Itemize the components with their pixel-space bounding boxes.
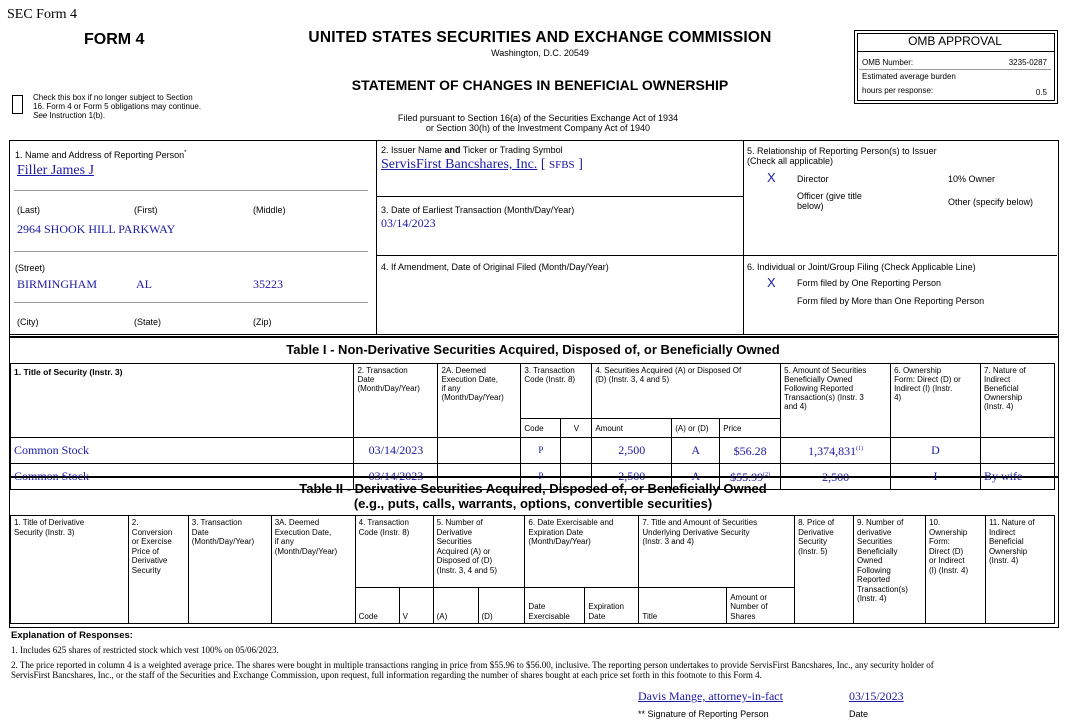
middle-label: (Middle) — [253, 205, 286, 215]
statement-title: STATEMENT OF CHANGES IN BENEFICIAL OWNERSHIP — [351, 77, 729, 93]
t1-row2-form: I — [891, 464, 981, 490]
signature-label: ** Signature of Reporting Person — [638, 709, 769, 719]
first-label: (First) — [134, 205, 158, 215]
t1-row1-form: D — [891, 438, 981, 464]
relationship-label: 5. Relationship of Reporting Person(s) to Issuer (Check all applicable) — [747, 146, 937, 166]
city-label: (City) — [17, 317, 39, 327]
t1-row1-price: $56.28 — [720, 438, 781, 464]
table2-title: Table II - Derivative Securities Acquired, Disposed of, or Beneficially Owned (e.g., puts, calls, warrants, options, convertible securities) — [299, 481, 767, 511]
table1 — [10, 363, 1055, 490]
t1-header-code: 3. Transaction Code (Instr. 8) — [521, 364, 592, 419]
filed-pursuant: Filed pursuant to Section 16(a) of the Securities Exchange Act of 1934 or Section 30(h) of the Investment Company Act of 1940 — [397, 113, 679, 133]
sec-form-label: SEC Form 4 — [7, 7, 78, 22]
checkbox-instructions: Check this box if no longer subject to Section 16. Form 4 or Form 5 obligations may continue. See Instruction 1(b). — [33, 93, 202, 120]
last-label: (Last) — [17, 205, 41, 215]
reporting-person-name[interactable]: Filler James J — [17, 163, 94, 178]
omb-title: OMB APPROVAL — [908, 34, 1002, 48]
street-label: (Street) — [15, 263, 46, 273]
t2-header-code: 4. Transaction Code (Instr. 8) — [355, 516, 433, 588]
t1-row2-amount: 2,500 — [592, 464, 672, 490]
t2-sub-amount: Amount or Number of Shares — [727, 588, 795, 624]
t1-sub-amount: Amount — [592, 419, 672, 438]
t1-sub-v: V — [561, 419, 592, 438]
t2-header-date: 3. Transaction Date (Month/Day/Year) — [188, 516, 271, 624]
t2-header-conversion: 2. Conversion or Exercise Price of Derivative Security — [128, 516, 188, 624]
omb-number-value: 3235-0287 — [1008, 58, 1047, 67]
t2-header-exercisable: 6. Date Exercisable and Expiration Date (Month/Day/Year) — [525, 516, 639, 588]
earliest-transaction-label: 3. Date of Earliest Transaction (Month/Day/Year) — [381, 205, 575, 215]
t2-header-owned: 9. Number of derivative Securities Beneficially Owned Following Reported Transaction(s) (Instr. 4) — [854, 516, 926, 624]
t1-row2-owned: 2,500 — [781, 464, 891, 490]
t1-sub-price: Price — [720, 419, 781, 438]
director-label: Director — [797, 174, 829, 184]
explanation-heading: Explanation of Responses: — [11, 630, 133, 641]
amendment-label: 4. If Amendment, Date of Original Filed (Month/Day/Year) — [381, 262, 609, 272]
zip-label: (Zip) — [253, 317, 272, 327]
signature[interactable]: Davis Mange, attorney-in-fact — [638, 689, 783, 703]
t1-header-nature: 7. Nature of Indirect Beneficial Ownership (Instr. 4) — [980, 364, 1054, 438]
t1-row2-nature: By wife — [980, 464, 1054, 490]
ten-pct-owner-label: 10% Owner — [948, 174, 996, 184]
t1-row1-title: Common Stock — [11, 438, 354, 464]
agency-title: UNITED STATES SECURITIES AND EXCHANGE COMMISSION — [308, 29, 772, 46]
zip-value: 35223 — [253, 277, 283, 291]
t2-sub-expiration: Expiration Date — [585, 588, 639, 624]
t1-header-amount-owned: 5. Amount of Securities Beneficially Owned Following Reported Transaction(s) (Instr. 3 and 4) — [781, 364, 891, 438]
other-label: Other (specify below) — [948, 197, 1034, 207]
t1-sub-aord: (A) or (D) — [672, 419, 720, 438]
t2-sub-date-exercisable: Date Exercisable — [525, 588, 585, 624]
t1-sub-code: Code — [521, 419, 561, 438]
one-person-mark[interactable]: X — [767, 275, 776, 290]
t2-sub-d: (D) — [478, 588, 525, 624]
city-value: BIRMINGHAM — [17, 277, 98, 291]
t2-sub-code: Code — [355, 588, 399, 624]
t2-header-nature: 11. Nature of Indirect Beneficial Ownership (Instr. 4) — [985, 516, 1054, 624]
issuer-name-link[interactable]: ServisFirst Bancshares, Inc. — [381, 157, 538, 172]
t2-header-deemed: 3A. Deemed Execution Date, if any (Month/Day/Year) — [271, 516, 355, 624]
t1-header-ownership-form: 6. Ownership Form: Direct (D) or Indirect (I) (Instr. 4) — [891, 364, 981, 438]
t1-row1-amount: 2,500 — [592, 438, 672, 464]
no-longer-subject-checkbox[interactable] — [12, 95, 23, 114]
omb-number-label: OMB Number: — [862, 58, 914, 67]
t2-header-title: 1. Title of Derivative Security (Instr. 3) — [11, 516, 129, 624]
t1-row2-code: P — [521, 464, 561, 490]
more-persons-label: Form filed by More than One Reporting Person — [797, 296, 985, 306]
omb-burden-label: Estimated average burden hours per response: — [862, 72, 956, 95]
t1-row2-date: 03/14/2023 — [354, 464, 438, 490]
director-mark[interactable]: X — [767, 170, 776, 185]
t1-header-date: 2. Transaction Date (Month/Day/Year) — [354, 364, 438, 438]
t1-row1-aord: A — [672, 438, 720, 464]
t1-row1-code: P — [521, 438, 561, 464]
t1-row2-price: $55.99$^{(2)}$ — [720, 464, 781, 490]
t1-row1-v — [561, 438, 592, 464]
officer-label: Officer (give title below) — [797, 191, 862, 211]
t2-sub-a: (A) — [433, 588, 478, 624]
t1-row1-deemed — [438, 438, 521, 464]
filing-label: 6. Individual or Joint/Group Filing (Check Applicable Line) — [747, 262, 976, 272]
footnote-2: 2. The price reported in column 4 is a weighted average price. The shares were bought in multiple transactions ranging in price from $55.96 to $56.00, inclusive. The reporting person undertakes to provide ServisFirst Bancshares, Inc., any security holder of ServisFirst Bancshares, Inc., or the staff of the Securities and Exchange Commission, upon request, full information regarding the number of shares bought at each price set forth in this footnote to this Form 4. — [11, 660, 934, 680]
t1-header-deemed: 2A. Deemed Execution Date, if any (Month/Day/Year) — [438, 364, 521, 438]
signature-date[interactable]: 03/15/2023 — [849, 689, 904, 703]
table-row — [11, 438, 1055, 464]
t1-row1-date: 03/14/2023 — [354, 438, 438, 464]
t2-header-price: 8. Price of Derivative Security (Instr. 5) — [795, 516, 854, 624]
form-title: FORM 4 — [84, 31, 145, 48]
agency-location: Washington, D.C. 20549 — [491, 48, 589, 58]
one-person-label: Form filed by One Reporting Person — [797, 278, 942, 288]
t1-header-securities: 4. Securities Acquired (A) or Disposed Of (D) (Instr. 3, 4 and 5) — [592, 364, 781, 419]
issuer-label: 2. Issuer Name and Ticker or Trading Symbol — [381, 145, 563, 155]
t1-row2-aord: A — [672, 464, 720, 490]
omb-burden-value: 0.5 — [1035, 88, 1047, 97]
issuer-name-ticker: ServisFirst Bancshares, Inc. [ SFBS ] — [381, 157, 583, 172]
state-value: AL — [136, 277, 152, 291]
t1-header-title: 1. Title of Security (Instr. 3) — [11, 364, 354, 438]
reporting-person-label: 1. Name and Address of Reporting Person* — [15, 150, 187, 160]
t1-row1-nature — [980, 438, 1054, 464]
t2-sub-v: V — [399, 588, 433, 624]
t2-header-number: 5. Number of Derivative Securities Acquired (A) or Disposed of (D) (Instr. 3, 4 and 5) — [433, 516, 525, 588]
t1-row1-owned: 1,374,831$^{(1)}$ — [781, 438, 891, 464]
footnote-1: 1. Includes 625 shares of restricted stock which vest 100% on 05/06/2023. — [11, 645, 279, 655]
t2-header-underlying: 7. Title and Amount of Securities Underlying Derivative Security (Instr. 3 and 4) — [639, 516, 795, 588]
state-label: (State) — [134, 317, 162, 327]
t1-row2-title: Common Stock — [11, 464, 354, 490]
earliest-transaction-date: 03/14/2023 — [381, 216, 436, 230]
table1-title: Table I - Non-Derivative Securities Acquired, Disposed of, or Beneficially Owned — [286, 342, 780, 357]
street-address: 2964 SHOOK HILL PARKWAY — [17, 222, 176, 236]
t2-sub-title: Title — [639, 588, 727, 624]
t2-header-ownership-form: 10. Ownership Form: Direct (D) or Indirect (I) (Instr. 4) — [926, 516, 986, 624]
date-label: Date — [849, 709, 869, 719]
table2 — [10, 515, 1055, 624]
